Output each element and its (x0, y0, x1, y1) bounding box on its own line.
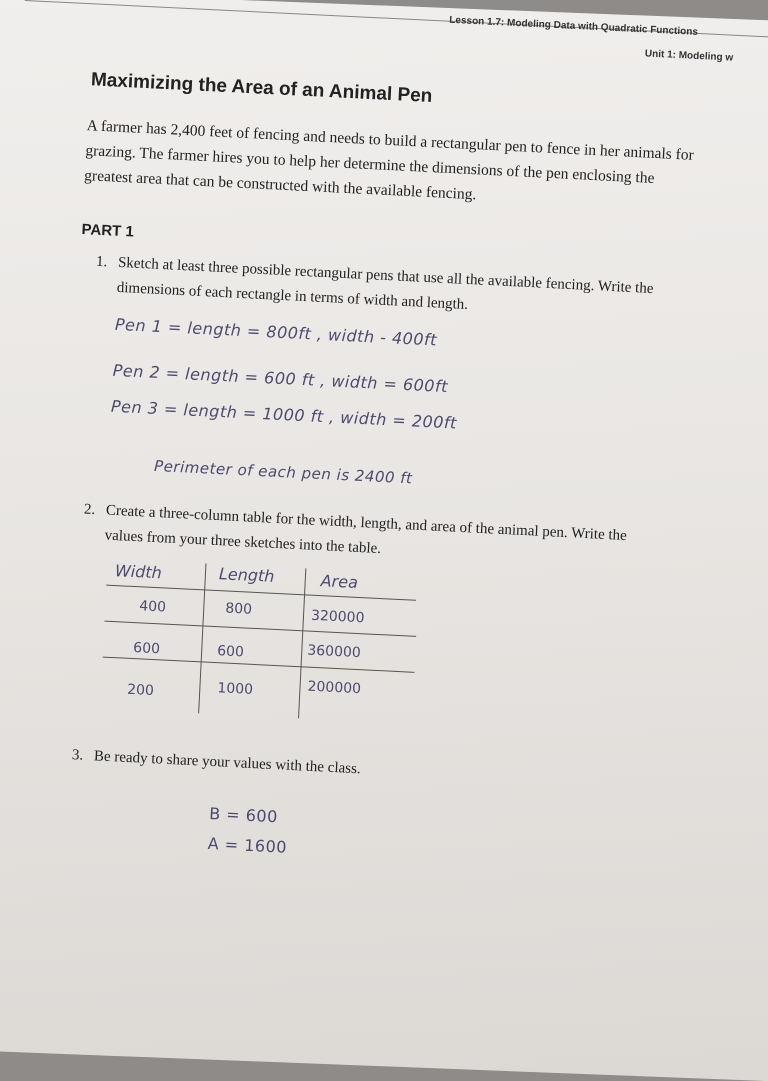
table-cell: 600 (132, 640, 161, 658)
unit-title: Unit 1: Modeling w (644, 48, 734, 64)
table-row-rule (103, 657, 415, 673)
table-cell: 360000 (306, 642, 362, 662)
table-cell: 400 (138, 598, 167, 616)
page-title: Maximizing the Area of an Animal Pen (90, 69, 433, 107)
part-heading: PART 1 (81, 221, 135, 241)
lesson-title: Lesson 1.7: Modeling Data with Quadratic Functions (449, 14, 699, 38)
question-1-number: 1. (95, 253, 108, 271)
handwritten-pen-2: Pen 2 = length = 600 ft , width = 600ft (112, 360, 449, 397)
handwritten-pen-1: Pen 1 = length = 800ft , width - 400ft (114, 314, 438, 350)
question-1 (94, 250, 676, 328)
handwritten-pen-3: Pen 3 = length = 1000 ft , width = 200ft (110, 396, 458, 433)
question-3 (71, 743, 652, 796)
table-header-width: Width (114, 561, 163, 583)
table-header-length: Length (218, 564, 275, 586)
handwritten-answer-b: B = 600 (208, 803, 279, 827)
table-header-area: Area (320, 571, 359, 592)
handwritten-answer-a: A = 1600 (207, 833, 288, 857)
table-column-rule (298, 568, 306, 718)
table-column-rule (198, 563, 206, 713)
table-cell: 800 (224, 600, 253, 618)
table-cell: 200 (126, 681, 155, 700)
intro-paragraph: A farmer has 2,400 feet of fencing and needs to build a rectangular pen to fence in her animals for grazing. The farmer hires you to help her determine the dimensions of the pen enclosing the greatest area that can be constructed with the available fencing. (83, 117, 695, 204)
question-3-text: Be ready to share your values with the class. (93, 748, 362, 778)
table-cell: 600 (216, 643, 245, 661)
question-2-number: 2. (83, 501, 96, 519)
table-cell: 320000 (310, 607, 365, 627)
question-2-text: Create a three-column table for the width, length, and area of the animal pen. Write the values from your three sketches into the table. (104, 502, 628, 558)
question-2 (82, 497, 664, 575)
question-1-text: Sketch at least three possible rectangular pens that use all the available fencing. Write the dimensions of each rectangle in terms of width and length. (116, 254, 654, 313)
question-3-number: 3. (71, 747, 84, 764)
table-cell: 1000 (216, 680, 254, 698)
table-cell: 200000 (307, 678, 362, 698)
table-row-rule (105, 621, 417, 637)
handwritten-perimeter: Perimeter of each pen is 2400 ft (153, 456, 413, 488)
